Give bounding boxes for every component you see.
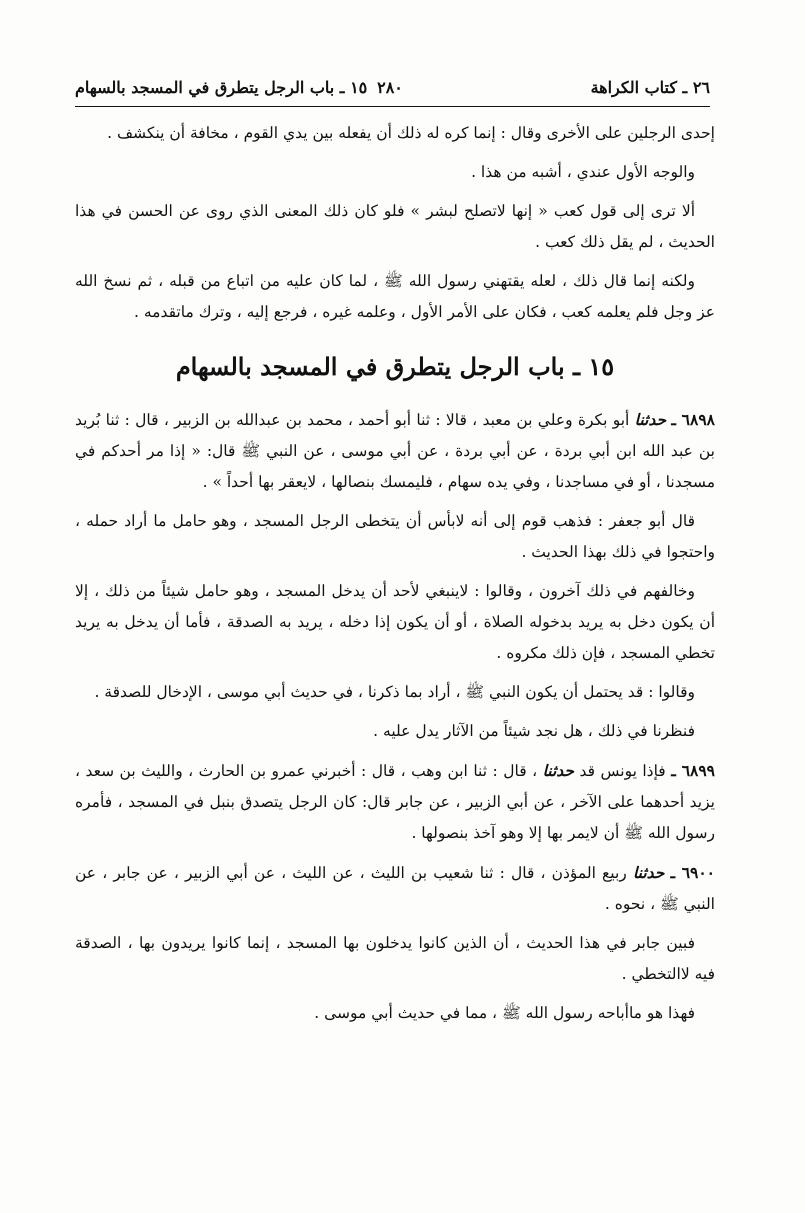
hadith-number: ٦٨٩٩ ـ bbox=[671, 761, 715, 780]
chapter-heading: ١٥ ـ باب الرجل يتطرق في المسجد بالسهام bbox=[175, 352, 615, 381]
paragraph: إحدى الرجلين على الأخرى وقال : إنما كره له ذلك أن يفعله بين يدي القوم ، مخافة أن ينكشف . bbox=[107, 124, 715, 142]
header-page-number: ٢٨٠ bbox=[377, 78, 403, 97]
hadith-6899 bbox=[75, 755, 715, 849]
paragraph: وقالوا : قد يحتمل أن يكون النبي ﷺ ، أراد بما ذكرنا ، في حديث أبي موسى ، الإدخال للصدقة . bbox=[94, 683, 695, 701]
haddatha-word: حدثنا bbox=[542, 761, 574, 780]
haddatha-word: حدثنا bbox=[634, 410, 667, 429]
haddatha-word: حدثنا bbox=[632, 863, 665, 882]
hadith-6898 bbox=[75, 404, 715, 498]
page-body bbox=[75, 118, 715, 1037]
paragraph: ولكنه إنما قال ذلك ، لعله يقتهني رسول الله ﷺ ، لما كان عليه من اتباع من قبله ، ثم نسخ الله عز وجل فلم يعلمه كعب ، فكان على الأمر الأول ، وعلمه غيره ، فرجع إليه ، وترك ماتقدمه . bbox=[75, 272, 715, 321]
paragraph: والوجه الأول عندي ، أشبه من هذا . bbox=[471, 163, 695, 181]
paragraph: فبين جابر في هذا الحديث ، أن الذين كانوا يدخلون بها المسجد ، إنما كانوا يريدون بها ، الصدقة فيه لاالتخطي . bbox=[75, 934, 715, 983]
hadith-text: ربيع المؤذن ، قال : ثنا شعيب بن الليث ، عن الليث ، عن أبي الزبير ، عن جابر ، عن النبي ﷺ ، نحوه . bbox=[75, 864, 715, 913]
paragraph: قال أبو جعفر : فذهب قوم إلى أنه لابأس أن يتخطى الرجل المسجد ، وهو حامل ما أراد حمله ، واحتجوا في ذلك بهذا الحديث . bbox=[75, 512, 715, 561]
hadith-text: ، قال : ثنا ابن وهب ، قال : أخبرني عمرو بن الحارث ، والليث بن سعد ، يزيد أحدهما على الآخر ، عن أبي الزبير ، عن جابر قال: كان الرجل يتصدق بنبل في المسجد ، فأمره رسول الله ﷺ أن لايمر بها إلا وهو آخذ بنصولها . bbox=[75, 762, 715, 842]
hadith-number: ٦٨٩٨ ـ bbox=[671, 410, 715, 429]
paragraph: ألا ترى إلى قول كعب « إنها لاتصلح لبشر » فلو كان ذلك المعنى الذي روى عن الحسن في هذا الحديث ، لم يقل ذلك كعب . bbox=[75, 202, 715, 251]
header-rule bbox=[75, 106, 710, 107]
paragraph: وخالفهم في ذلك آخرون ، وقالوا : لاينبغي لأحد أن يدخل المسجد ، وهو حامل شيئاً من ذلك ، إلا أن يكون دخل به يريد بدخوله الصلاة ، أو أن يكون إذا دخله ، يريد به الصدقة ، فأما أن يدخل به يريد تخطي المسجد ، فإن ذلك مكروه . bbox=[75, 582, 715, 662]
header-book-title: ٢٦ ـ كتاب الكراهة bbox=[590, 78, 710, 97]
paragraph: فهذا هو ماأباحه رسول الله ﷺ ، مما في حديث أبي موسى . bbox=[314, 1004, 695, 1022]
hadith-6900 bbox=[75, 857, 715, 920]
hadith-number: ٦٩٠٠ ـ bbox=[670, 863, 716, 882]
paragraph: فنظرنا في ذلك ، هل نجد شيئاً من الآثار يدل عليه . bbox=[373, 722, 695, 740]
header-chapter-title: ١٥ ـ باب الرجل يتطرق في المسجد بالسهام bbox=[75, 78, 368, 97]
hadith-prefix: فإذا يونس قد bbox=[579, 762, 666, 780]
hadith-text: أبو بكرة وعلي بن معبد ، قالا : ثنا أبو أحمد ، محمد بن عبدالله بن الزبير ، قال : ثنا بُريد بن عبد الله ابن أبي بردة ، عن أبي بردة ، عن أبي موسى ، عن النبي ﷺ قال: « إذا مر أحدكم في مسجدنا ، أو في مساجدنا ، وفي يده سهام ، فليمسك بنصالها ، لايعقر بها أحداً » . bbox=[75, 411, 715, 491]
running-header bbox=[75, 78, 710, 104]
